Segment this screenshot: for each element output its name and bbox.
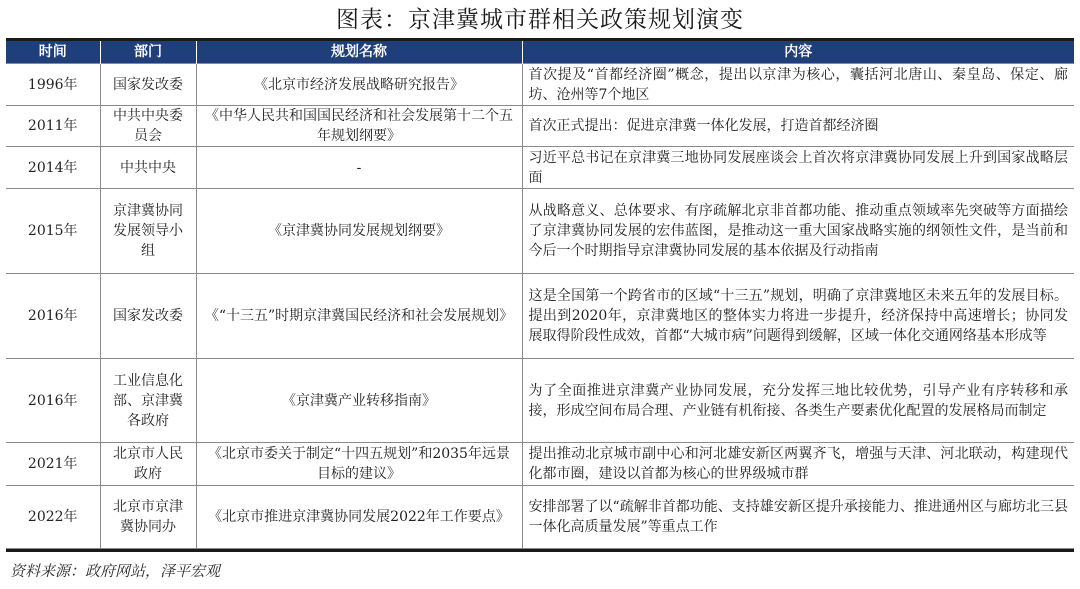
cell-year: 2022年 bbox=[6, 486, 100, 549]
table-row bbox=[6, 274, 1074, 359]
table-row bbox=[6, 443, 1074, 486]
cell-plan: 《北京市推进京津冀协同发展2022年工作要点》 bbox=[196, 486, 522, 549]
cell-plan: - bbox=[196, 147, 522, 189]
cell-content: 提出推动北京城市副中心和河北雄安新区两翼齐飞，增强与天津、河北联动，构建现代化都市圈，建设以首都为核心的世界级城市群 bbox=[522, 443, 1074, 486]
policy-table-frame bbox=[6, 38, 1074, 552]
cell-plan: 《中华人民共和国国民经济和社会发展第十二个五年规划纲要》 bbox=[196, 106, 522, 147]
cell-year: 2014年 bbox=[6, 147, 100, 189]
cell-plan: 《“十三五”时期京津冀国民经济和社会发展规划》 bbox=[196, 274, 522, 359]
cell-dept: 国家发改委 bbox=[100, 274, 196, 359]
column-header-plan: 规划名称 bbox=[196, 41, 522, 64]
cell-plan: 《京津冀产业转移指南》 bbox=[196, 359, 522, 443]
cell-dept: 北京市人民政府 bbox=[100, 443, 196, 486]
cell-content: 这是全国第一个跨省市的区域“十三五”规划，明确了京津冀地区未来五年的发展目标。提出到2020年，京津冀地区的整体实力将进一步提升，经济保持中高速增长；协同发展取得阶段性成效，首都“大城市病”问题得到缓解，区域一体化交通网络基本形成等 bbox=[522, 274, 1074, 359]
cell-year: 2016年 bbox=[6, 359, 100, 443]
cell-dept: 中共中央 bbox=[100, 147, 196, 189]
column-header-content: 内容 bbox=[522, 41, 1074, 64]
cell-plan: 《京津冀协同发展规划纲要》 bbox=[196, 189, 522, 274]
cell-dept: 北京市京津冀协同办 bbox=[100, 486, 196, 549]
cell-dept: 工业信息化部、京津冀各政府 bbox=[100, 359, 196, 443]
cell-dept: 国家发改委 bbox=[100, 64, 196, 106]
table-header-row bbox=[6, 41, 1074, 64]
cell-plan: 《北京市经济发展战略研究报告》 bbox=[196, 64, 522, 106]
policy-table bbox=[6, 41, 1074, 549]
source-note: 资料来源：政府网站，泽平宏观 bbox=[10, 562, 221, 580]
cell-content: 习近平总书记在京津冀三地协同发展座谈会上首次将京津冀协同发展上升到国家战略层面 bbox=[522, 147, 1074, 189]
cell-content: 首次正式提出：促进京津冀一体化发展，打造首都经济圈 bbox=[522, 106, 1074, 147]
table-row bbox=[6, 359, 1074, 443]
cell-year: 2011年 bbox=[6, 106, 100, 147]
table-row bbox=[6, 189, 1074, 274]
cell-year: 2016年 bbox=[6, 274, 100, 359]
table-row bbox=[6, 147, 1074, 189]
table-title: 图表：京津冀城市群相关政策规划演变 bbox=[336, 7, 744, 33]
cell-content: 从战略意义、总体要求、有序疏解北京非首都功能、推动重点领域率先突破等方面描绘了京津冀协同发展的宏伟蓝图，是推动这一重大国家战略实施的纲领性文件，是当前和今后一个时期指导京津冀协同发展的基本依据及行动指南 bbox=[522, 189, 1074, 274]
table-row bbox=[6, 486, 1074, 549]
cell-year: 1996年 bbox=[6, 64, 100, 106]
table-row bbox=[6, 106, 1074, 147]
cell-content: 为了全面推进京津冀产业协同发展，充分发挥三地比较优势，引导产业有序转移和承接，形成空间布局合理、产业链有机衔接、各类生产要素优化配置的发展格局而制定 bbox=[522, 359, 1074, 443]
cell-content: 安排部署了以“疏解非首都功能、支持雄安新区提升承接能力、推进通州区与廊坊北三县一体化高质量发展”等重点工作 bbox=[522, 486, 1074, 549]
cell-year: 2015年 bbox=[6, 189, 100, 274]
table-row bbox=[6, 64, 1074, 106]
cell-content: 首次提及“首都经济圈”概念，提出以京津为核心，囊括河北唐山、秦皇岛、保定、廊坊、沧州等7个地区 bbox=[522, 64, 1074, 106]
cell-year: 2021年 bbox=[6, 443, 100, 486]
column-header-dept: 部门 bbox=[100, 41, 196, 64]
cell-dept: 京津冀协同发展领导小组 bbox=[100, 189, 196, 274]
column-header-year: 时间 bbox=[6, 41, 100, 64]
cell-plan: 《北京市委关于制定“十四五规划”和2035年远景目标的建议》 bbox=[196, 443, 522, 486]
cell-dept: 中共中央委员会 bbox=[100, 106, 196, 147]
